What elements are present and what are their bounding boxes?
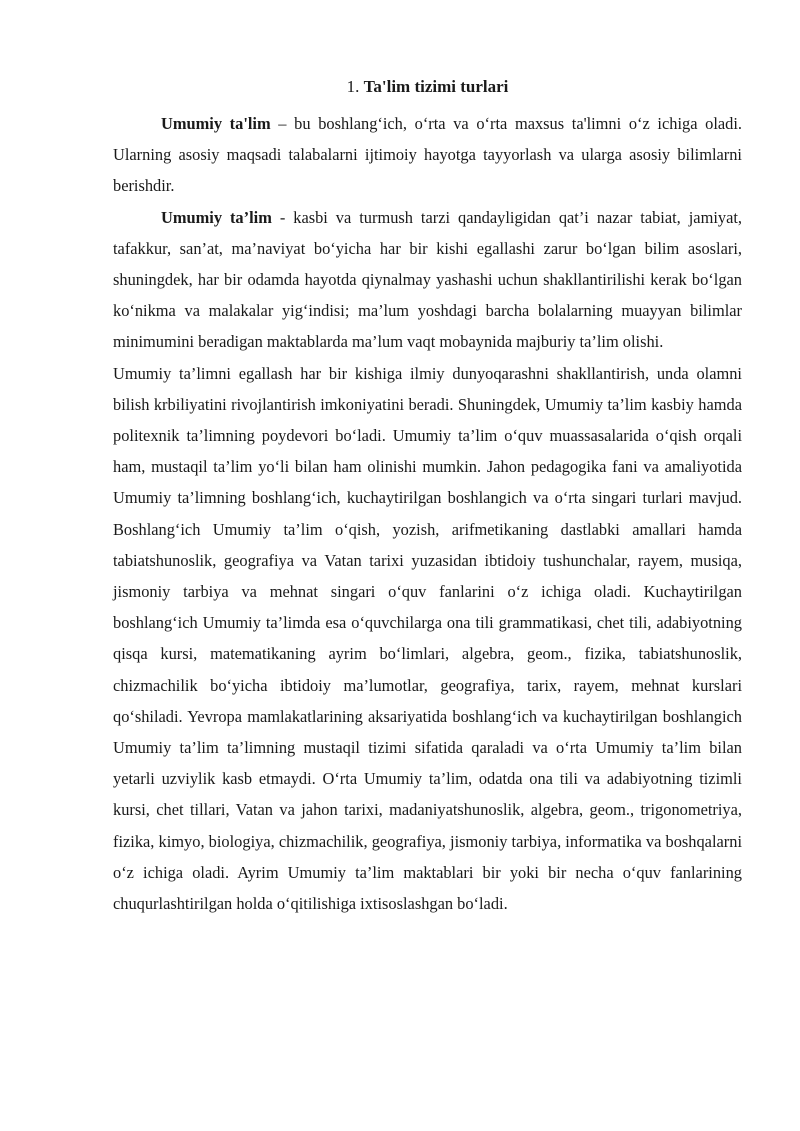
paragraph-definition-2	[113, 202, 742, 358]
paragraph-text: Umumiy ta’limni egallash har bir kishiga ilmiy dunyoqarashni shakllantirish, unda olamni bilish krbiliyatini rivojlantirish imkoniyatini beradi. Shuningdek, Umumiy ta’lim kasbiy hamda politexnik ta’limning poydevori bo‘ladi. Umumiy ta’lim o‘quv muassasalarida o‘qish orqali ham, mustaqil ta’lim yo‘li bilan ham olinishi mumkin. Jahon pedagogika fani va amaliyotida Umumiy ta’limning boshlang‘ich, kuchaytirilgan boshlangich va o‘rta singari turlari mavjud. Boshlang‘ich Umumiy ta’lim o‘qish, yozish, arifmetikaning dastlabki amallari hamda tabiatshunoslik, geografiya va Vatan tarixi yuzasidan ibtidoiy tushunchalar, rayem, musiqa, jismoniy tarbiya va mehnat singari o‘quv fanlarini o‘z ichiga oladi. Kuchaytirilgan boshlang‘ich Umumiy ta’limda esa o‘quvchilarga ona tili grammatikasi, chet tili, adabiyotning qisqa kursi, matematikaning ayrim bo‘limlari, algebra, geom., fizika, tabiatshunoslik, chizmachilik bo‘yicha ibtidoiy ma’lumotlar, geografiya, tarix, rayem, mehnat kurslari qo‘shiladi. Yevropa mamlakatlarining aksariyatida boshlang‘ich va kuchaytirilgan boshlangich Umumiy ta’lim ta’limning mustaqil tizimi sifatida qaraladi va o‘rta Umumiy ta’lim bilan yetarli uzviylik kasb etmaydi. O‘rta Umumiy ta’lim, odatda ona tili va adabiyotning tizimli kursi, chet tillari, Vatan va jahon tarixi, madaniyatshunoslik, algebra, geom., trigonometriya, fizika, kimyo, biologiya, chizmachilik, geografiya, jismoniy tarbiya, informatika va boshqalarni o‘z ichiga oladi. Ayrim Umumiy ta’lim maktablari bir yoki bir necha o‘quv fanlarining chuqurlashtirilgan holda o‘qitilishiga ixtisoslashgan bo‘ladi.	[113, 363, 742, 914]
paragraph-body	[113, 358, 742, 920]
document-page	[113, 72, 742, 919]
term-bold: Umumiy ta'lim	[161, 114, 271, 133]
heading-number: 1.	[346, 77, 360, 96]
section-heading	[113, 72, 742, 102]
heading-text: Ta'lim tizimi turlari	[363, 77, 509, 96]
paragraph-definition-1	[113, 108, 742, 202]
paragraph-text: - kasbi va turmush tarzi qandayligidan qat’i nazar tabiat, jamiyat, tafakkur, san’at, ma’naviyat bo‘yicha har bir kishi egallashi zarur bo‘lgan bilim asoslari, shuningdek, har bir odamda hayotda qiynalmay yashashi uchun shakllantirilishi kerak bo‘lgan ko‘nikma va malakalar yig‘indisi; ma’lum yoshdagi barcha bolalarning muayyan bilimlar minimumini beradigan maktablarda ma’lum vaqt mobaynida majburiy ta’lim olishi.	[113, 207, 742, 352]
term-bold: Umumiy ta’lim	[161, 207, 272, 227]
paragraph-text: – bu boshlang‘ich, o‘rta va o‘rta maxsus ta'limni o‘z ichiga oladi. Ularning asosiy maqsadi talabalarni ijtimoiy hayotga tayyorlash va ularga asosiy bilimlarni berishdir.	[113, 114, 742, 196]
